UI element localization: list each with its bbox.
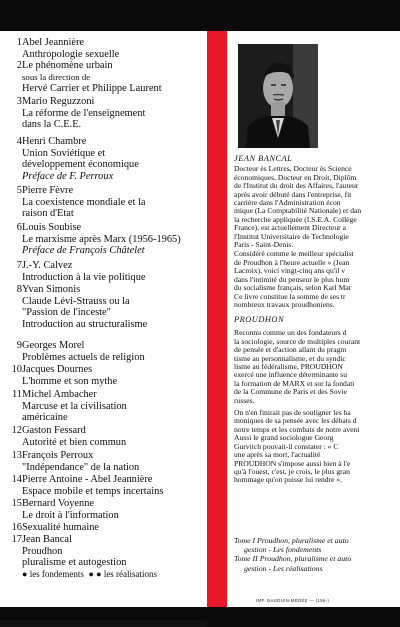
series-author: Abel Jeannière (22, 37, 85, 48)
series-title-line: Introduction au structuralisme (22, 318, 148, 330)
proudhon-paragraph-1 (234, 329, 400, 405)
paragraph-line: lisme au fédéralisme, PROUDHON (234, 363, 343, 372)
bio-line: de l'Institut du droit des Affaires, l'auteur (234, 182, 359, 191)
paragraph-line: de pensée et d'action allant du pragm (234, 346, 347, 355)
series-author: Louis Soubise (22, 222, 82, 233)
paragraph-line: notre temps et les combats de notre aveni (234, 425, 360, 434)
volume-line: Tome II Proudhon, pluralisme et auto (234, 554, 352, 564)
top-black-band (0, 0, 400, 31)
proudhon-heading: PROUDHON (234, 316, 285, 324)
paragraph-line: de la Commune de Paris et des Sovie (234, 388, 347, 397)
series-entry (22, 37, 204, 60)
series-entry (22, 260, 204, 283)
series-title-line: Le droit à l'information (22, 509, 119, 521)
series-number: 6 (16, 222, 22, 233)
series-title-line: Introduction à la vie politique (22, 271, 146, 283)
series-title-line: Espace mobile et temps incertains (22, 485, 164, 497)
series-entry (22, 96, 204, 131)
series-title-line: Problèmes actuels de religion (22, 351, 145, 363)
paragraph-line: russes. (234, 396, 255, 405)
series-entry (22, 364, 204, 387)
series-number: 13 (11, 450, 22, 461)
volume-legend (22, 569, 204, 581)
series-number: 8 (16, 284, 22, 295)
series-title-line: "Passion de l'inceste" (22, 307, 111, 319)
assessment-line: nombreux travaux proudhoniens. (234, 300, 335, 309)
series-title-line: L'homme et son mythe (22, 375, 118, 387)
series-title-line: développement économique (22, 159, 139, 171)
portrait-illustration (238, 44, 318, 148)
assessment-line: Considéré comme le meilleur spécialist (234, 250, 354, 259)
series-author: Bernard Voyenne (22, 498, 95, 509)
bio-line: carrière dans l'Administration écon (234, 199, 341, 208)
author-assessment (234, 250, 400, 309)
volume-line: Tome I Proudhon, pluralisme et auto (234, 536, 349, 545)
bio-line: Paris - Saint-Denis. (234, 241, 294, 250)
paragraph-line: la formation de MARX et sur la fondati (234, 379, 355, 388)
series-entry (22, 340, 204, 363)
proudhon-block (234, 316, 400, 485)
series-title-line: sous la direction de (22, 71, 91, 82)
series-author: Jacques Dournes (22, 364, 93, 375)
author-heading: JEAN BANCAL (234, 155, 293, 163)
series-number: 1 (16, 37, 22, 48)
paragraph-line: une après sa mort, l'actualité (234, 451, 321, 460)
series-title-line: Claude Lévi-Strauss ou la (22, 295, 130, 307)
series-number: 7 (16, 260, 22, 271)
series-number: 2 (16, 60, 22, 71)
series-title-line: Le marxisme après Marx (1956-1965) (22, 233, 181, 245)
series-author: Sexualité humaine (22, 522, 100, 533)
volume-line: gestion - Les réalisations (244, 563, 323, 573)
double-dot-icon: ● ● (83, 568, 104, 579)
paragraph-line: PROUDHON s'impose aussi bien à l'e (234, 459, 351, 468)
bio-line: l'Institut Universitaire de Technologie (234, 232, 349, 241)
proudhon-paragraph-2 (234, 409, 400, 485)
author-block (234, 155, 400, 309)
series-title-line: Préface de François Châtelet (22, 245, 145, 257)
series-author: Henri Chambre (22, 136, 87, 147)
paragraph-line: Gurvitch pouvait-il constater : « C (234, 442, 339, 451)
series-entry (22, 474, 204, 497)
series-title-line: Proudhon (22, 545, 63, 557)
series-author: Jean Bancal (22, 534, 72, 545)
series-number: 11 (11, 389, 22, 400)
series-entry (22, 60, 204, 95)
series-author: Mario Reguzzoni (22, 96, 95, 107)
series-author: Gaston Fessard (22, 425, 86, 436)
series-title-line: Préface de F. Perroux (22, 170, 114, 182)
bio-line: après avoir débuté dans l'entreprise, fit (234, 190, 352, 199)
red-divider-bar (207, 31, 227, 627)
paragraph-line: la sociologie, source de multiples courant (234, 337, 361, 346)
assessment-line: Lacroix), voici vingt-cinq ans qu'il v (234, 267, 346, 276)
series-author: Michel Ambacher (22, 389, 97, 400)
series-title-line: Union Soviétique et (22, 147, 106, 159)
series-title-line: Hervé Carrier et Philippe Laurent (22, 83, 162, 95)
series-title-line: Anthropologie sexuelle (22, 48, 120, 60)
series-entry (22, 498, 204, 521)
series-entry (22, 389, 204, 424)
assessment-line: de Proudhon à l'heure actuelle » (Jean (234, 258, 350, 267)
series-title-line: pluralisme et autogestion (22, 557, 127, 569)
series-author: Pierre Antoine - Abel Jeannière (22, 474, 153, 485)
series-number: 3 (16, 96, 22, 107)
series-number: 10 (11, 364, 22, 375)
series-author: Le phénomène urbain (22, 60, 113, 71)
series-entry (22, 222, 204, 257)
assessment-line: du socialisme français, selon Karl Mar (234, 284, 352, 293)
series-title-line: La réforme de l'enseignement (22, 107, 146, 119)
legend-realisations: les réalisations (103, 568, 158, 579)
series-number: 12 (11, 425, 22, 436)
paragraph-line: tisme au personnalisme, et du syndic (234, 354, 346, 363)
series-number: 16 (11, 522, 22, 533)
series-number: 14 (11, 474, 22, 485)
paragraph-line: Reconnu comme un des fondateurs d (234, 329, 347, 338)
paragraph-line: hommage qu'on puisse lui rendre ». (234, 476, 343, 485)
series-title-line: raison d'Etat (22, 208, 74, 220)
printer-imprint: IMP. BAUDUIN-MÉDÉE — (196-) (256, 598, 330, 603)
paragraph-line: Aussi le grand sociologue Georg (234, 434, 334, 443)
series-number: 5 (16, 185, 22, 196)
volume-line: gestion - Les fondements (244, 545, 322, 555)
series-entry (22, 185, 204, 220)
series-entry (22, 522, 204, 534)
series-title-line: La coexistence mondiale et la (22, 196, 146, 208)
legend-fondements: les fondements (29, 568, 84, 579)
bio-line: mique (La Comptabilité Nationale) et dan (234, 207, 362, 216)
paragraph-line: exercé une influence déterminante su (234, 371, 348, 380)
series-title-line: dans la C.E.E. (22, 119, 82, 131)
series-number: 15 (11, 498, 22, 509)
series-number: 17 (11, 534, 22, 545)
series-entry (22, 425, 204, 448)
paragraph-line: moniques de sa pensée avec les débats d (234, 417, 357, 426)
series-author: Pierre Fèvre (22, 185, 74, 196)
series-title-line: Autorité et bien commun (22, 436, 127, 448)
series-author: Yvan Simonis (22, 284, 81, 295)
volumes-list (234, 536, 400, 573)
series-entry (22, 450, 204, 473)
series-entry (22, 284, 204, 330)
assessment-line: dans l'intimité du penseur le plus hum (234, 275, 350, 284)
bio-line: économiques, Docteur en Droit, Diplôm (234, 173, 357, 182)
series-author: J.-Y. Calvez (22, 260, 73, 271)
author-bio (234, 165, 400, 249)
assessment-line: Ce livre constitue la somme de ses tr (234, 292, 346, 301)
paragraph-line: On n'en finirait pas de souligner les ha (234, 409, 351, 418)
series-author: François Perroux (22, 450, 94, 461)
author-portrait (238, 44, 318, 148)
series-number: 9 (16, 340, 22, 351)
series-title-line: américaine (22, 412, 68, 424)
series-author: Georges Morel (22, 340, 85, 351)
series-title-line: Marcuse et la civilisation (22, 400, 127, 412)
bio-line: France), est actuellement Directeur a (234, 224, 346, 233)
series-entry (22, 136, 204, 182)
paragraph-line: qu'à l'ouest, c'est, je crois, le plus gran (234, 467, 350, 476)
single-dot-icon: ● (22, 568, 30, 579)
bio-line: Docteur ès Lettres, Docteur ès Science (234, 165, 352, 174)
series-title-line: "Indépendance" de la nation (22, 461, 140, 473)
series-number: 4 (16, 136, 22, 147)
bottom-black-strip (0, 620, 207, 627)
series-entry (22, 534, 204, 580)
bio-line: la recherche appliquée (I.S.E.A. Collège (234, 215, 357, 224)
